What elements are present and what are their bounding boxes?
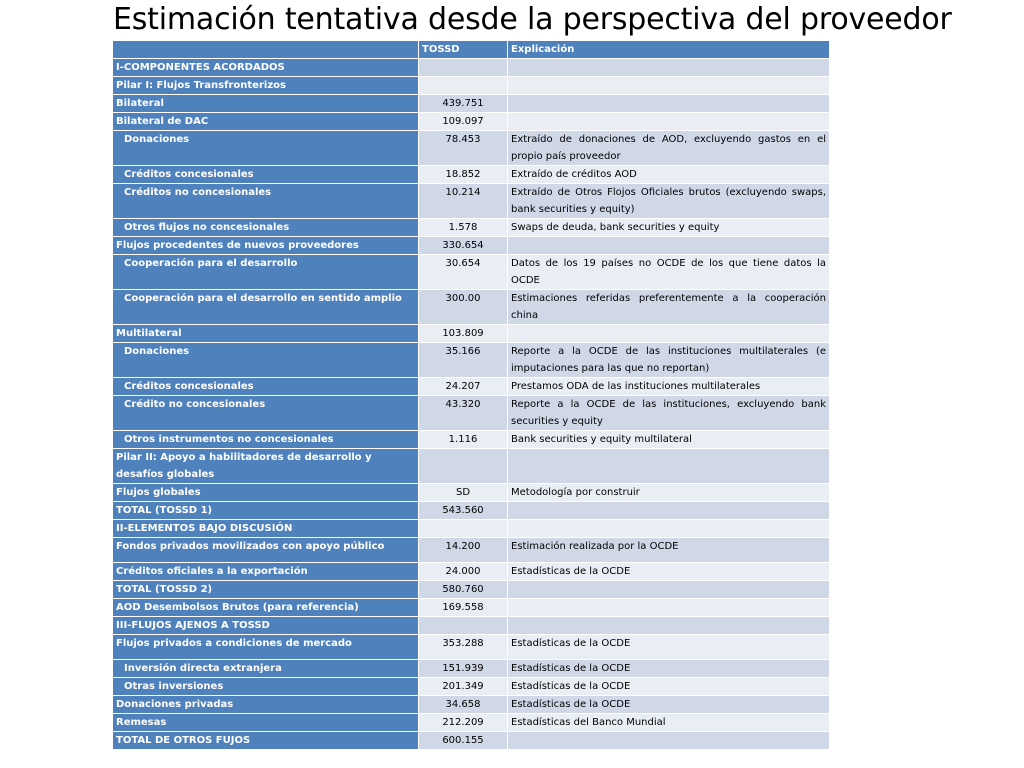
- row-explanation: Estadísticas de la OCDE: [508, 696, 830, 714]
- row-tossd-value: 43.320: [419, 396, 508, 431]
- table-row: [113, 59, 830, 77]
- table-row: [113, 599, 830, 617]
- row-label: TOTAL (TOSSD 1): [113, 502, 419, 520]
- row-tossd-value: 18.852: [419, 166, 508, 184]
- row-explanation: [508, 581, 830, 599]
- row-label: Multilateral: [113, 325, 419, 343]
- row-label: Flujos procedentes de nuevos proveedores: [113, 237, 419, 255]
- row-tossd-value: 151.939: [419, 660, 508, 678]
- row-explanation: Estimaciones referidas preferentemente a la cooperación china: [508, 290, 830, 325]
- row-tossd-value: 300.00: [419, 290, 508, 325]
- table-row: [113, 237, 830, 255]
- table-row: [113, 184, 830, 219]
- row-label: Créditos oficiales a la exportación: [113, 563, 419, 581]
- row-explanation: [508, 325, 830, 343]
- row-label: I-COMPONENTES ACORDADOS: [113, 59, 419, 77]
- row-explanation: Estadísticas de la OCDE: [508, 635, 830, 660]
- table-header-row: [113, 41, 830, 59]
- row-tossd-value: 212.209: [419, 714, 508, 732]
- table-row: [113, 378, 830, 396]
- row-explanation: Extraído de Otros Flojos Oficiales brutos (excluyendo swaps, bank securities y equity): [508, 184, 830, 219]
- row-label: Créditos concesionales: [113, 166, 419, 184]
- row-label: Bilateral de DAC: [113, 113, 419, 131]
- table-row: [113, 77, 830, 95]
- row-tossd-value: [419, 77, 508, 95]
- row-label: Inversión directa extranjera: [113, 660, 419, 678]
- row-tossd-value: 580.760: [419, 581, 508, 599]
- table-row: [113, 290, 830, 325]
- table-body: [113, 59, 830, 750]
- row-explanation: Datos de los 19 países no OCDE de los que tiene datos la OCDE: [508, 255, 830, 290]
- table-row: [113, 635, 830, 660]
- row-tossd-value: 1.116: [419, 431, 508, 449]
- row-tossd-value: 24.000: [419, 563, 508, 581]
- row-tossd-value: [419, 59, 508, 77]
- row-label: TOTAL DE OTROS FUJOS: [113, 732, 419, 750]
- row-label: Cooperación para el desarrollo en sentido amplio: [113, 290, 419, 325]
- row-label: Donaciones: [113, 343, 419, 378]
- header-explicacion: Explicación: [508, 41, 830, 59]
- row-label: Créditos concesionales: [113, 378, 419, 396]
- row-explanation: [508, 617, 830, 635]
- row-explanation: [508, 449, 830, 484]
- row-explanation: [508, 599, 830, 617]
- row-tossd-value: 330.654: [419, 237, 508, 255]
- table-row: [113, 538, 830, 563]
- table-row: [113, 131, 830, 166]
- row-explanation: Reporte a la OCDE de las instituciones multilaterales (e imputaciones para las que no reportan): [508, 343, 830, 378]
- row-explanation: Estadísticas del Banco Mundial: [508, 714, 830, 732]
- row-explanation: Estimación realizada por la OCDE: [508, 538, 830, 563]
- row-tossd-value: 439.751: [419, 95, 508, 113]
- row-tossd-value: 109.097: [419, 113, 508, 131]
- row-tossd-value: [419, 449, 508, 484]
- row-label: Otras inversiones: [113, 678, 419, 696]
- table-row: [113, 449, 830, 484]
- tossd-table: [112, 40, 830, 750]
- row-tossd-value: 35.166: [419, 343, 508, 378]
- row-label: Otros instrumentos no concesionales: [113, 431, 419, 449]
- row-tossd-value: 78.453: [419, 131, 508, 166]
- row-label: Fondos privados movilizados con apoyo público: [113, 538, 419, 563]
- row-explanation: Estadísticas de la OCDE: [508, 660, 830, 678]
- row-label: Remesas: [113, 714, 419, 732]
- row-label: Flujos globales: [113, 484, 419, 502]
- table-row: [113, 325, 830, 343]
- table-row: [113, 431, 830, 449]
- row-explanation: [508, 113, 830, 131]
- header-label: [113, 41, 419, 59]
- table-row: [113, 714, 830, 732]
- row-tossd-value: 30.654: [419, 255, 508, 290]
- row-label: Créditos no concesionales: [113, 184, 419, 219]
- row-tossd-value: 34.658: [419, 696, 508, 714]
- row-label: Flujos privados a condiciones de mercado: [113, 635, 419, 660]
- row-tossd-value: 353.288: [419, 635, 508, 660]
- row-label: Pilar I: Flujos Transfronterizos: [113, 77, 419, 95]
- row-explanation: Estadísticas de la OCDE: [508, 563, 830, 581]
- table-row: [113, 563, 830, 581]
- row-explanation: [508, 520, 830, 538]
- table-row: [113, 255, 830, 290]
- row-explanation: [508, 502, 830, 520]
- row-tossd-value: 103.809: [419, 325, 508, 343]
- row-label: Crédito no concesionales: [113, 396, 419, 431]
- row-explanation: [508, 237, 830, 255]
- row-tossd-value: 24.207: [419, 378, 508, 396]
- row-explanation: Swaps de deuda, bank securities y equity: [508, 219, 830, 237]
- table-row: [113, 520, 830, 538]
- row-explanation: [508, 732, 830, 750]
- table-row: [113, 166, 830, 184]
- row-tossd-value: 10.214: [419, 184, 508, 219]
- row-explanation: Prestamos ODA de las instituciones multilaterales: [508, 378, 830, 396]
- row-tossd-value: 201.349: [419, 678, 508, 696]
- row-explanation: [508, 95, 830, 113]
- row-tossd-value: 1.578: [419, 219, 508, 237]
- row-label: II-ELEMENTOS BAJO DISCUSIÓN: [113, 520, 419, 538]
- row-explanation: Bank securities y equity multilateral: [508, 431, 830, 449]
- slide-title: Estimación tentativa desde la perspectiva del proveedor: [113, 2, 952, 37]
- table-row: [113, 678, 830, 696]
- row-tossd-value: SD: [419, 484, 508, 502]
- row-label: Cooperación para el desarrollo: [113, 255, 419, 290]
- table-row: [113, 95, 830, 113]
- table-row: [113, 113, 830, 131]
- table-row: [113, 660, 830, 678]
- row-explanation: Reporte a la OCDE de las instituciones, excluyendo bank securities y equity: [508, 396, 830, 431]
- row-label: Otros flujos no concesionales: [113, 219, 419, 237]
- table-row: [113, 696, 830, 714]
- row-tossd-value: 14.200: [419, 538, 508, 563]
- row-tossd-value: [419, 520, 508, 538]
- row-tossd-value: 169.558: [419, 599, 508, 617]
- table-row: [113, 484, 830, 502]
- table-row: [113, 219, 830, 237]
- row-label: Donaciones privadas: [113, 696, 419, 714]
- row-explanation: Metodología por construir: [508, 484, 830, 502]
- row-label: TOTAL (TOSSD 2): [113, 581, 419, 599]
- row-tossd-value: [419, 617, 508, 635]
- row-label: AOD Desembolsos Brutos (para referencia): [113, 599, 419, 617]
- header-tossd: TOSSD: [419, 41, 508, 59]
- row-label: Pilar II: Apoyo a habilitadores de desarrollo y desafíos globales: [113, 449, 419, 484]
- row-explanation: Estadísticas de la OCDE: [508, 678, 830, 696]
- row-tossd-value: 600.155: [419, 732, 508, 750]
- table-row: [113, 502, 830, 520]
- row-explanation: [508, 77, 830, 95]
- row-explanation: Extraído de créditos AOD: [508, 166, 830, 184]
- table-row: [113, 396, 830, 431]
- table-row: [113, 343, 830, 378]
- row-label: Donaciones: [113, 131, 419, 166]
- row-tossd-value: 543.560: [419, 502, 508, 520]
- row-label: Bilateral: [113, 95, 419, 113]
- table-row: [113, 581, 830, 599]
- row-label: III-FLUJOS AJENOS A TOSSD: [113, 617, 419, 635]
- table-row: [113, 617, 830, 635]
- table-row: [113, 732, 830, 750]
- row-explanation: [508, 59, 830, 77]
- row-explanation: Extraído de donaciones de AOD, excluyendo gastos en el propio país proveedor: [508, 131, 830, 166]
